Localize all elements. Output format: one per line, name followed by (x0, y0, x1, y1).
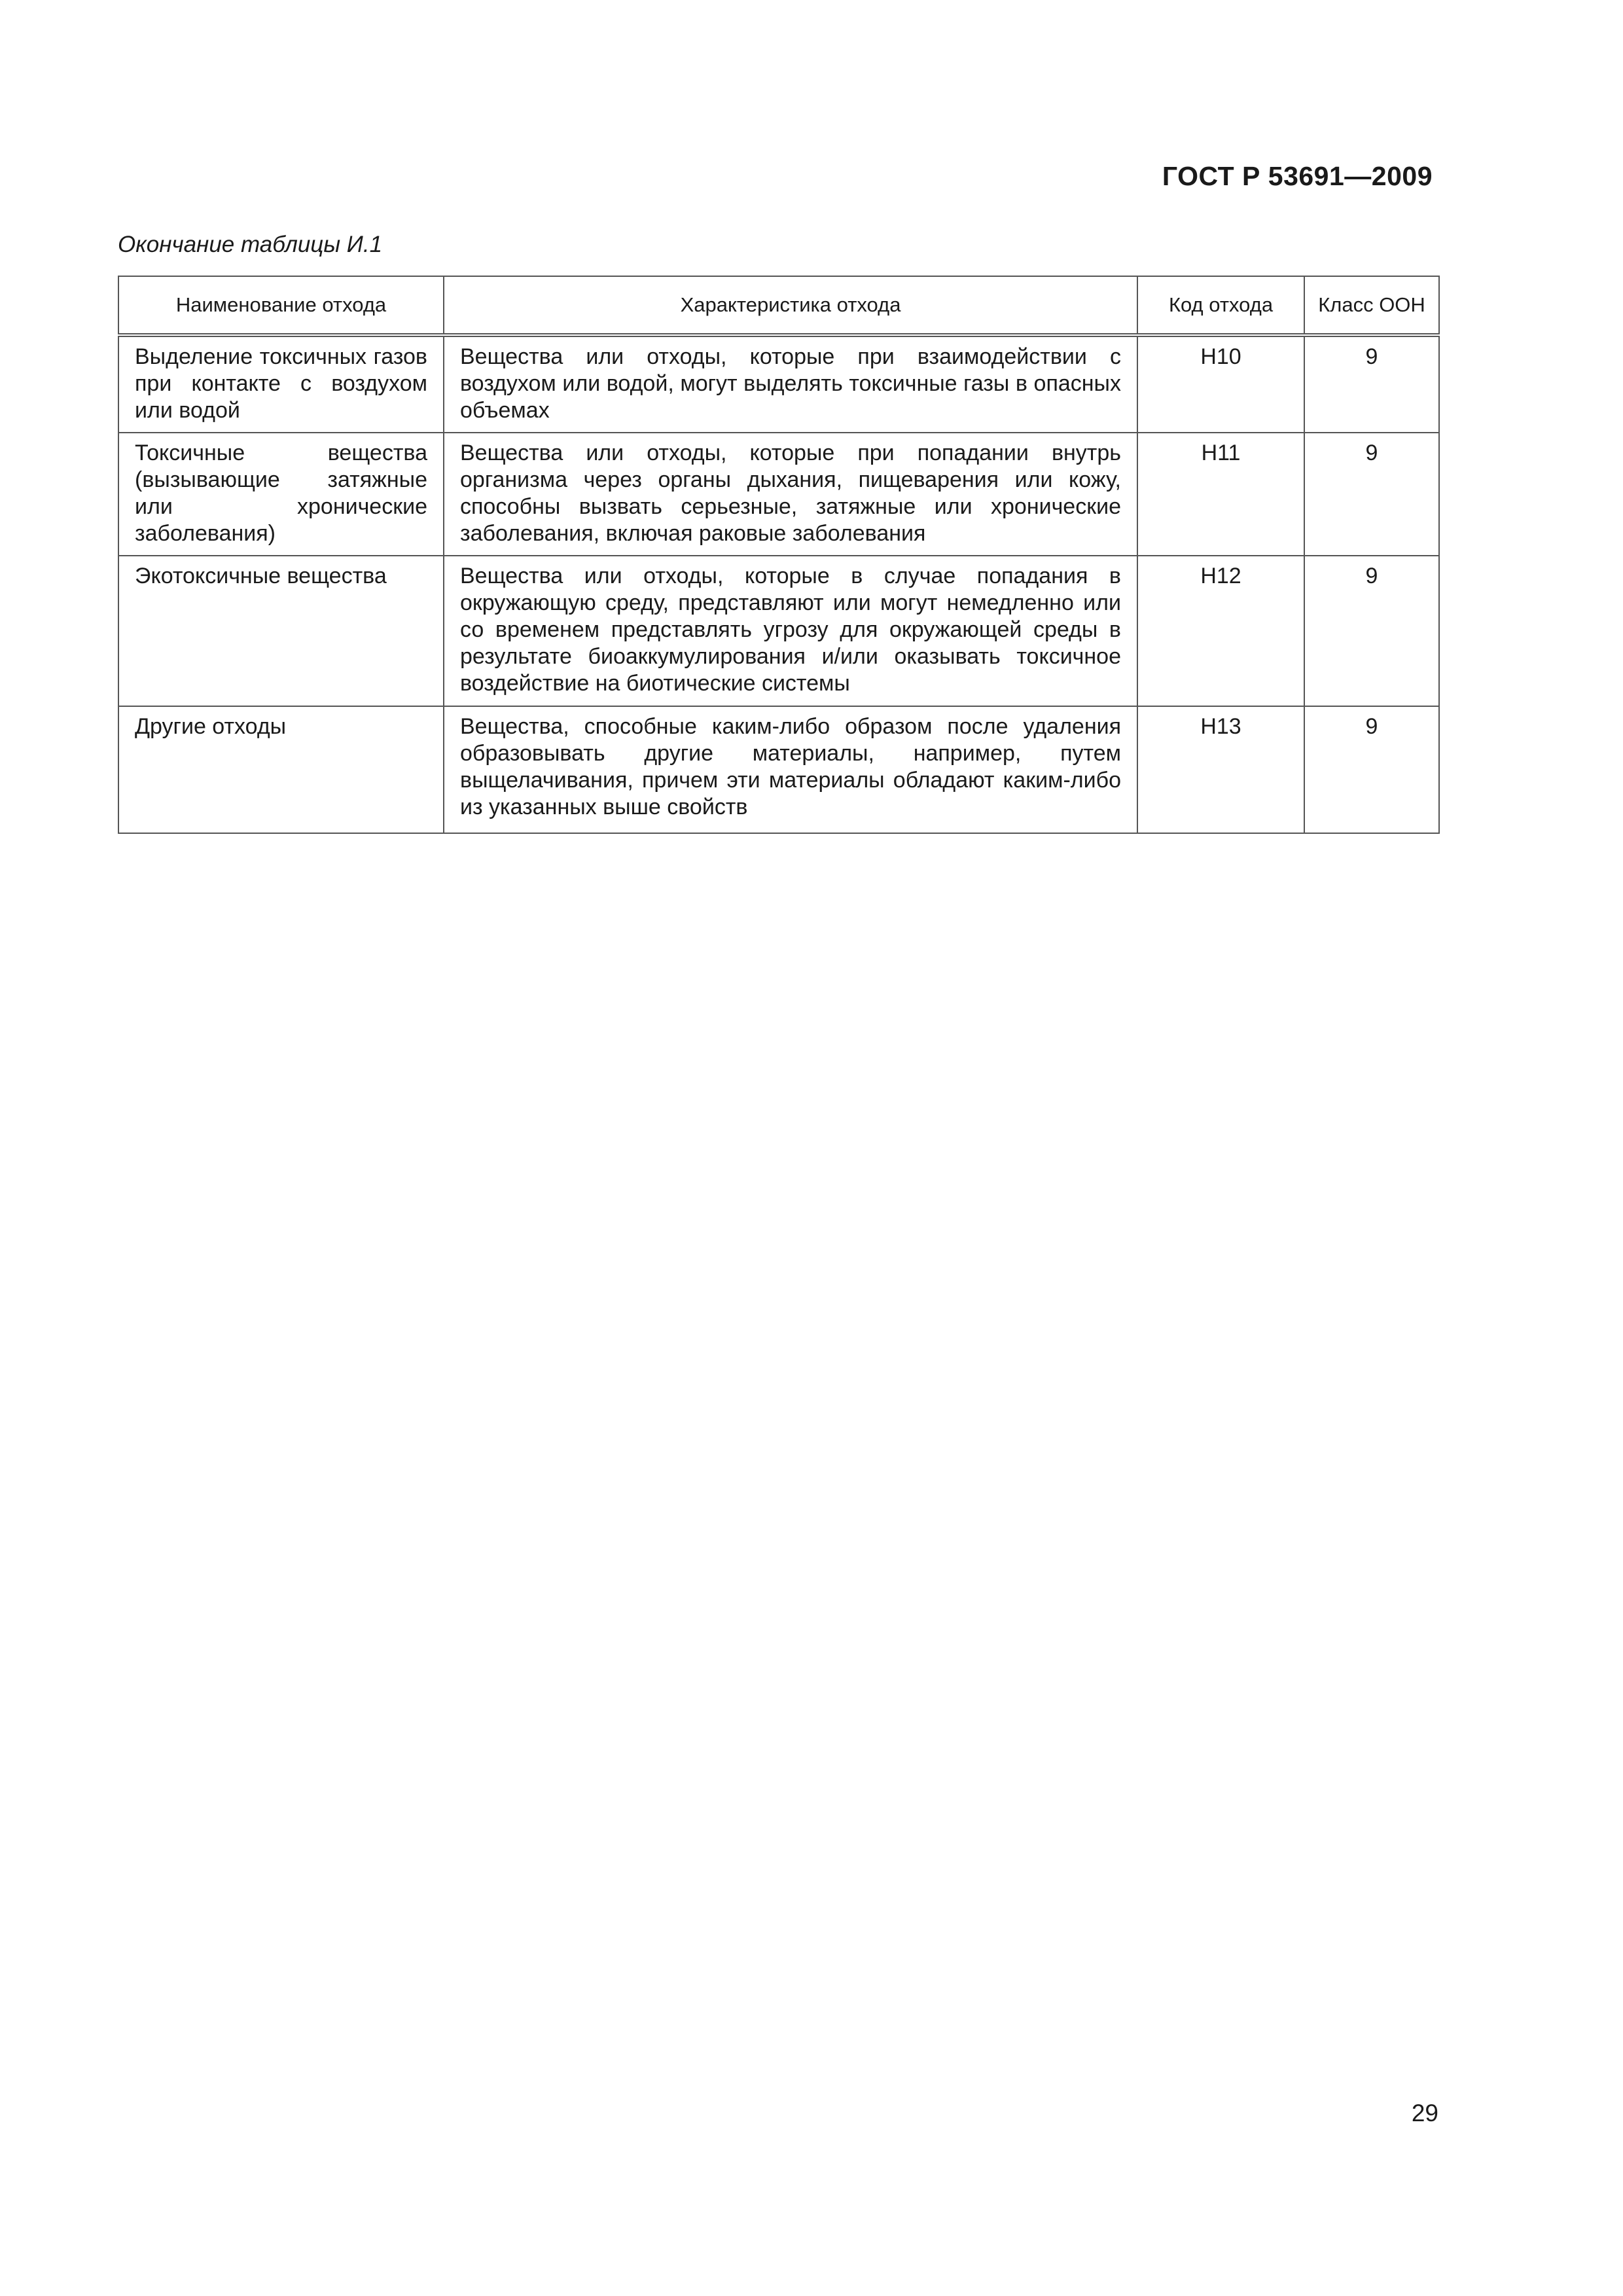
waste-description-cell: Вещества или отходы, которые при попадании внутрь организма через органы дыхания, пищеварения или кожу, способны вызвать серьезные, затяжные или хронические заболевания, включая раковые заболевания (444, 433, 1137, 556)
waste-description-cell: Вещества или отходы, которые в случае попадания в окружающую среду, представляют или могут немедленно или со временем представлять угрозу для окружающей среды в результате биоаккумулирования и/или оказывать токсичное воздействие на биотические системы (444, 556, 1137, 706)
un-class-cell: 9 (1304, 706, 1439, 833)
un-class-cell: 9 (1304, 556, 1439, 706)
table-caption: Окончание таблицы И.1 (118, 232, 383, 257)
un-class-cell: 9 (1304, 433, 1439, 556)
document-code: ГОСТ Р 53691—2009 (1162, 161, 1433, 191)
waste-code-cell: H13 (1137, 706, 1304, 833)
table-row (118, 556, 1439, 706)
waste-description-cell: Вещества, способные каким-либо образом после удаления образовывать другие материалы, например, путем выщелачивания, причем эти материалы обладают каким-либо из указанных выше свойств (444, 706, 1137, 833)
waste-code-cell: H11 (1137, 433, 1304, 556)
waste-table (118, 276, 1440, 834)
table-row (118, 706, 1439, 833)
waste-code-cell: H12 (1137, 556, 1304, 706)
un-class-cell: 9 (1304, 335, 1439, 433)
waste-description-cell: Вещества или отходы, которые при взаимодействии с воздухом или водой, могут выделять токсичные газы в опасных объемах (444, 335, 1137, 433)
column-header-name: Наименование отхода (118, 276, 444, 335)
waste-name-cell: Другие отходы (118, 706, 444, 833)
table-row (118, 335, 1439, 433)
table-header-row (118, 276, 1439, 335)
waste-name-cell: Выделение токсичных газов при контакте с воздухом или водой (118, 335, 444, 433)
waste-code-cell: H10 (1137, 335, 1304, 433)
table-row (118, 433, 1439, 556)
column-header-un-class: Класс ООН (1304, 276, 1439, 335)
waste-name-cell: Экотоксичные вещества (118, 556, 444, 706)
column-header-description: Характеристика отхода (444, 276, 1137, 335)
waste-name-cell: Токсичные вещества (вызывающие затяжные или хронические заболевания) (118, 433, 444, 556)
column-header-code: Код отхода (1137, 276, 1304, 335)
page-number: 29 (1411, 2100, 1438, 2126)
